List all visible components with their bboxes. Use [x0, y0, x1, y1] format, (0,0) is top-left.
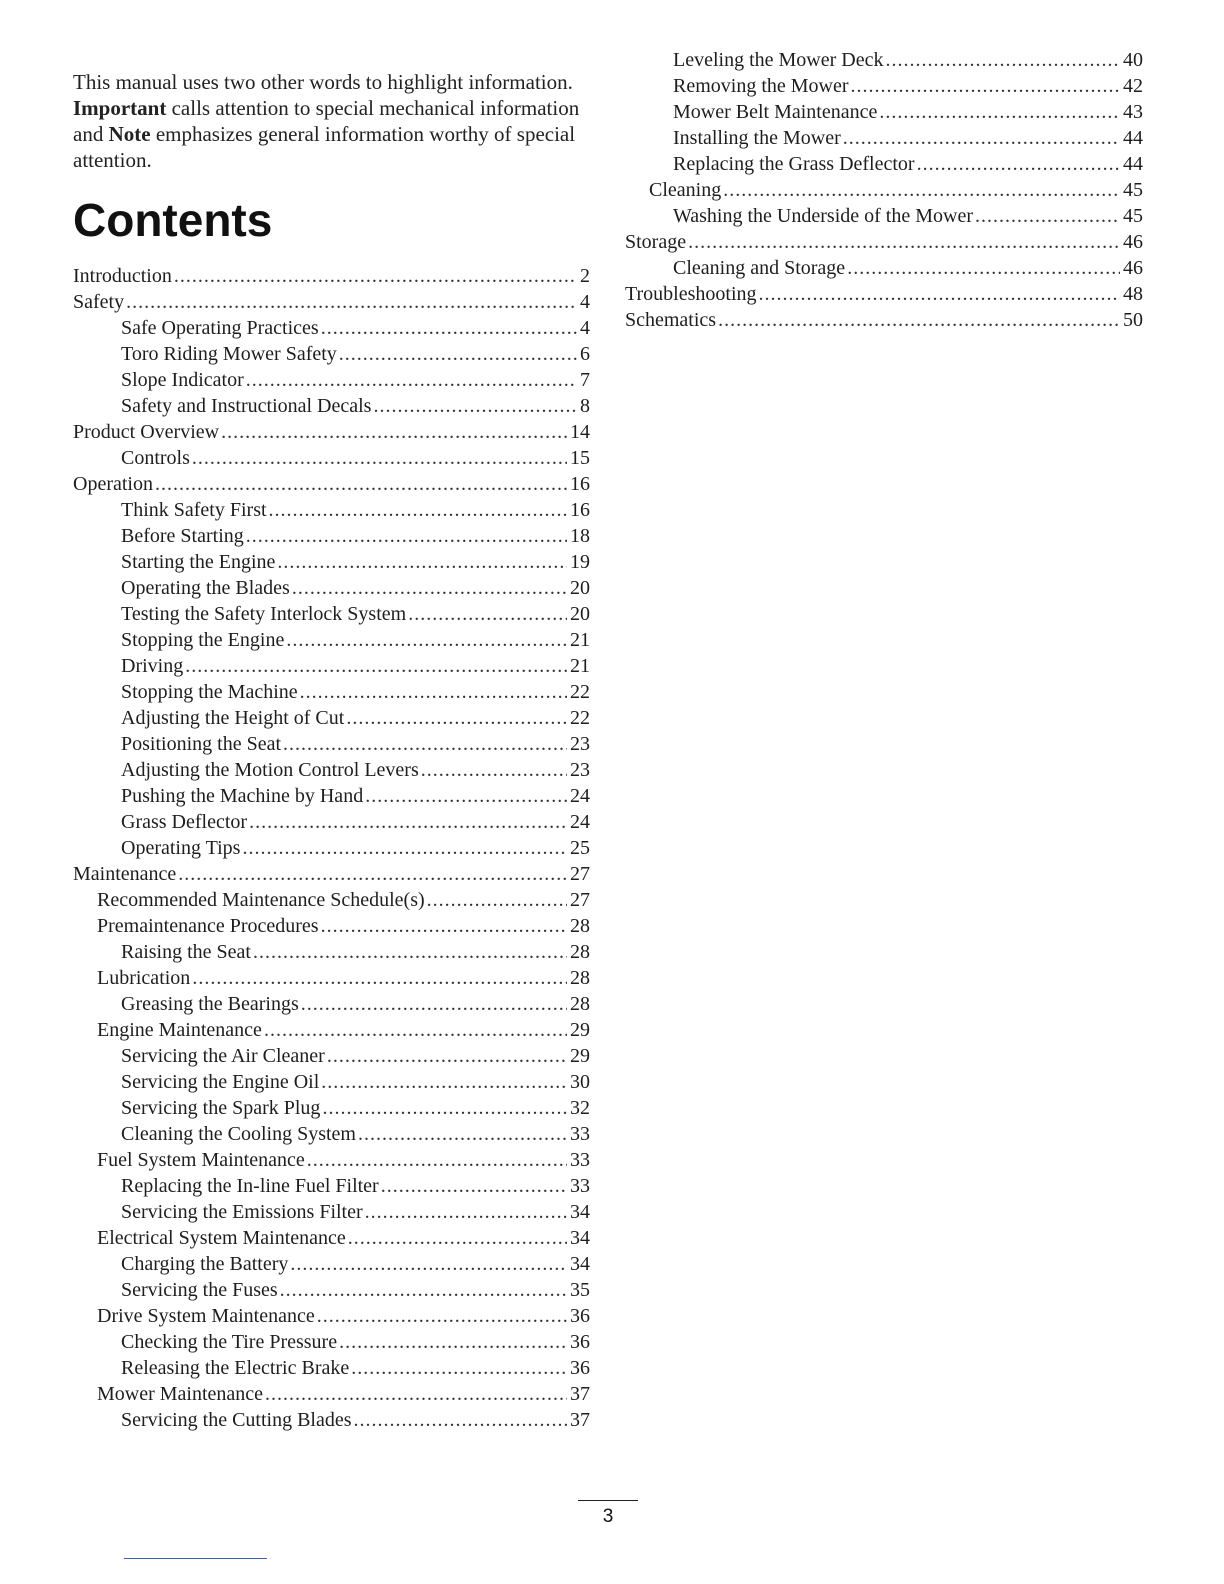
toc-entry-title: Removing the Mower — [673, 75, 849, 97]
toc-entry-page: 34 — [570, 1253, 590, 1275]
toc-dot-leader — [843, 125, 1120, 151]
toc-dot-leader — [265, 1381, 567, 1407]
toc-entry-fuel-system-maintenance[interactable] — [73, 1147, 590, 1173]
toc-entry-page: 48 — [1123, 283, 1143, 305]
toc-entry-grass-deflector[interactable] — [73, 809, 590, 835]
toc-left-column — [73, 263, 590, 1433]
toc-entry-title: Charging the Battery — [121, 1253, 289, 1275]
toc-entry-page: 36 — [570, 1331, 590, 1353]
toc-entry-recommended-maintenance-schedule-s[interactable] — [73, 887, 590, 913]
page-number: 3 — [602, 1506, 614, 1527]
toc-dot-leader — [280, 1277, 567, 1303]
toc-dot-leader — [373, 393, 577, 419]
toc-entry-safety[interactable] — [73, 289, 590, 315]
toc-entry-title: Operation — [73, 473, 153, 495]
toc-entry-page: 37 — [570, 1383, 590, 1405]
toc-entry-title: Leveling the Mower Deck — [673, 49, 884, 71]
toc-entry-page: 28 — [570, 967, 590, 989]
toc-dot-leader — [365, 783, 567, 809]
toc-dot-leader — [688, 229, 1120, 255]
toc-entry-page: 37 — [570, 1409, 590, 1431]
toc-dot-leader — [365, 1199, 567, 1225]
toc-entry-title: Washing the Underside of the Mower — [673, 205, 973, 227]
toc-entry-page: 32 — [570, 1097, 590, 1119]
toc-entry-page: 24 — [570, 785, 590, 807]
toc-dot-leader — [264, 1017, 567, 1043]
toc-dot-leader — [847, 255, 1120, 281]
toc-entry-charging-the-battery[interactable] — [73, 1251, 590, 1277]
toc-entry-page: 45 — [1123, 179, 1143, 201]
toc-entry-premaintenance-procedures[interactable] — [73, 913, 590, 939]
toc-entry-page: 27 — [570, 889, 590, 911]
toc-entry-page: 33 — [570, 1149, 590, 1171]
toc-entry-title: Operating the Blades — [121, 577, 290, 599]
toc-entry-starting-the-engine[interactable] — [73, 549, 590, 575]
toc-entry-title: Storage — [625, 231, 687, 253]
toc-entry-title: Starting the Engine — [121, 551, 276, 573]
toc-entry-adjusting-the-motion-control-levers[interactable] — [73, 757, 590, 783]
toc-entry-title: Cleaning — [649, 179, 722, 201]
toc-dot-leader — [185, 653, 567, 679]
toc-entry-leveling-the-mower-deck[interactable] — [625, 47, 1143, 73]
toc-dot-leader — [917, 151, 1120, 177]
toc-dot-leader — [221, 419, 567, 445]
toc-dot-leader — [718, 307, 1120, 333]
toc-entry-servicing-the-spark-plug[interactable] — [73, 1095, 590, 1121]
toc-entry-title: Toro Riding Mower Safety — [121, 343, 337, 365]
toc-entry-page: 46 — [1123, 231, 1143, 253]
toc-entry-title: Controls — [121, 447, 190, 469]
toc-entry-drive-system-maintenance[interactable] — [73, 1303, 590, 1329]
toc-entry-title: Adjusting the Height of Cut — [121, 707, 345, 729]
toc-entry-page: 21 — [570, 629, 590, 651]
toc-dot-leader — [192, 445, 567, 471]
toc-entry-positioning-the-seat[interactable] — [73, 731, 590, 757]
toc-entry-title: Positioning the Seat — [121, 733, 281, 755]
toc-entry-page: 35 — [570, 1279, 590, 1301]
toc-entry-title: Lubrication — [97, 967, 191, 989]
toc-dot-leader — [126, 289, 577, 315]
toc-dot-leader — [192, 965, 567, 991]
toc-entry-checking-the-tire-pressure[interactable] — [73, 1329, 590, 1355]
toc-entry-page: 34 — [570, 1227, 590, 1249]
toc-entry-title: Product Overview — [73, 421, 220, 443]
toc-entry-page: 43 — [1123, 101, 1143, 123]
toc-entry-title: Greasing the Bearings — [121, 993, 299, 1015]
toc-dot-leader — [174, 263, 577, 289]
toc-entry-page: 14 — [570, 421, 590, 443]
toc-dot-leader — [242, 835, 567, 861]
toc-dot-leader — [269, 497, 567, 523]
toc-entry-title: Premaintenance Procedures — [97, 915, 319, 937]
intro-text-2: calls attention to special mechanical information and — [73, 96, 580, 146]
toc-dot-leader — [249, 809, 567, 835]
toc-entry-introduction[interactable] — [73, 263, 590, 289]
toc-entry-raising-the-seat[interactable] — [73, 939, 590, 965]
toc-entry-page: 20 — [570, 603, 590, 625]
toc-entry-mower-belt-maintenance[interactable] — [625, 99, 1143, 125]
toc-entry-page: 4 — [580, 317, 590, 339]
toc-entry-page: 30 — [570, 1071, 590, 1093]
toc-entry-page: 50 — [1123, 309, 1143, 331]
toc-entry-page: 19 — [570, 551, 590, 573]
toc-entry-greasing-the-bearings[interactable] — [73, 991, 590, 1017]
toc-dot-leader — [339, 1329, 567, 1355]
toc-entry-title: Before Starting — [121, 525, 244, 547]
toc-entry-page: 23 — [570, 759, 590, 781]
toc-entry-title: Driving — [121, 655, 184, 677]
toc-entry-page: 8 — [580, 395, 590, 417]
toc-entry-title: Servicing the Spark Plug — [121, 1097, 321, 1119]
toc-dot-leader — [723, 177, 1120, 203]
toc-entry-servicing-the-emissions-filter[interactable] — [73, 1199, 590, 1225]
toc-dot-leader — [321, 1069, 567, 1095]
toc-dot-leader — [246, 523, 567, 549]
toc-entry-title: Adjusting the Motion Control Levers — [121, 759, 419, 781]
toc-entry-title: Think Safety First — [121, 499, 267, 521]
toc-entry-title: Replacing the In-line Fuel Filter — [121, 1175, 379, 1197]
toc-entry-page: 15 — [570, 447, 590, 469]
toc-entry-title: Testing the Safety Interlock System — [121, 603, 407, 625]
toc-dot-leader — [421, 757, 567, 783]
toc-entry-page: 16 — [570, 473, 590, 495]
toc-dot-leader — [321, 315, 577, 341]
toc-dot-leader — [300, 679, 567, 705]
toc-entry-cleaning-the-cooling-system[interactable] — [73, 1121, 590, 1147]
toc-entry-operating-tips[interactable] — [73, 835, 590, 861]
toc-entry-title: Mower Belt Maintenance — [673, 101, 878, 123]
toc-entry-page: 33 — [570, 1175, 590, 1197]
toc-entry-servicing-the-air-cleaner[interactable] — [73, 1043, 590, 1069]
toc-entry-page: 44 — [1123, 153, 1143, 175]
toc-entry-title: Engine Maintenance — [97, 1019, 262, 1041]
toc-entry-page: 36 — [570, 1357, 590, 1379]
toc-entry-page: 44 — [1123, 127, 1143, 149]
toc-entry-installing-the-mower[interactable] — [625, 125, 1143, 151]
toc-entry-electrical-system-maintenance[interactable] — [73, 1225, 590, 1251]
note-keyword: Note — [108, 122, 151, 146]
toc-dot-leader — [253, 939, 567, 965]
toc-entry-page: 25 — [570, 837, 590, 859]
toc-entry-title: Grass Deflector — [121, 811, 248, 833]
toc-entry-stopping-the-machine[interactable] — [73, 679, 590, 705]
toc-dot-leader — [277, 549, 567, 575]
toc-entry-operation[interactable] — [73, 471, 590, 497]
toc-entry-testing-the-safety-interlock-system[interactable] — [73, 601, 590, 627]
toc-entry-safety-and-instructional-decals[interactable] — [73, 393, 590, 419]
toc-entry-title: Servicing the Cutting Blades — [121, 1409, 352, 1431]
toc-entry-page: 28 — [570, 941, 590, 963]
toc-entry-page: 28 — [570, 993, 590, 1015]
toc-entry-operating-the-blades[interactable] — [73, 575, 590, 601]
toc-entry-page: 40 — [1123, 49, 1143, 71]
toc-entry-page: 22 — [570, 707, 590, 729]
toc-entry-safe-operating-practices[interactable] — [73, 315, 590, 341]
toc-entry-cleaning[interactable] — [625, 177, 1143, 203]
toc-dot-leader — [155, 471, 567, 497]
toc-dot-leader — [317, 1303, 567, 1329]
important-keyword: Important — [73, 96, 167, 120]
toc-entry-pushing-the-machine-by-hand[interactable] — [73, 783, 590, 809]
toc-entry-troubleshooting[interactable] — [625, 281, 1143, 307]
toc-dot-leader — [327, 1043, 567, 1069]
toc-entry-page: 46 — [1123, 257, 1143, 279]
toc-entry-page: 42 — [1123, 75, 1143, 97]
toc-entry-page: 22 — [570, 681, 590, 703]
toc-entry-title: Servicing the Emissions Filter — [121, 1201, 363, 1223]
toc-entry-page: 27 — [570, 863, 590, 885]
toc-entry-page: 23 — [570, 733, 590, 755]
toc-entry-maintenance[interactable] — [73, 861, 590, 887]
toc-entry-title: Safety — [73, 291, 125, 313]
toc-dot-leader — [283, 731, 567, 757]
toc-dot-leader — [427, 887, 567, 913]
toc-entry-stopping-the-engine[interactable] — [73, 627, 590, 653]
toc-dot-leader — [322, 1095, 567, 1121]
toc-entry-title: Slope Indicator — [121, 369, 244, 391]
toc-dot-leader — [290, 1251, 567, 1277]
intro-text-3: emphasizes general information worthy of special attention. — [73, 122, 576, 172]
toc-entry-title: Fuel System Maintenance — [97, 1149, 305, 1171]
toc-entry-driving[interactable] — [73, 653, 590, 679]
toc-entry-washing-the-underside-of-the-mower[interactable] — [625, 203, 1143, 229]
toc-entry-title: Installing the Mower — [673, 127, 841, 149]
toc-dot-leader — [885, 47, 1120, 73]
toc-right-column — [625, 47, 1143, 333]
toc-entry-adjusting-the-height-of-cut[interactable] — [73, 705, 590, 731]
toc-entry-title: Operating Tips — [121, 837, 241, 859]
footer-rule — [578, 1500, 638, 1501]
intro-paragraph — [73, 69, 593, 173]
toc-dot-leader — [975, 203, 1120, 229]
toc-entry-removing-the-mower[interactable] — [625, 73, 1143, 99]
toc-entry-page: 4 — [580, 291, 590, 313]
toc-entry-page: 20 — [570, 577, 590, 599]
toc-entry-title: Schematics — [625, 309, 717, 331]
toc-entry-mower-maintenance[interactable] — [73, 1381, 590, 1407]
toc-entry-engine-maintenance[interactable] — [73, 1017, 590, 1043]
toc-entry-page: 45 — [1123, 205, 1143, 227]
toc-entry-title: Cleaning the Cooling System — [121, 1123, 356, 1145]
toc-entry-page: 33 — [570, 1123, 590, 1145]
toc-dot-leader — [381, 1173, 567, 1199]
toc-entry-page: 18 — [570, 525, 590, 547]
toc-dot-leader — [346, 705, 567, 731]
toc-entry-page: 7 — [580, 369, 590, 391]
toc-dot-leader — [851, 73, 1120, 99]
toc-entry-title: Safety and Instructional Decals — [121, 395, 372, 417]
toc-dot-leader — [307, 1147, 567, 1173]
toc-dot-leader — [178, 861, 567, 887]
toc-dot-leader — [292, 575, 567, 601]
toc-entry-servicing-the-fuses[interactable] — [73, 1277, 590, 1303]
toc-entry-slope-indicator[interactable] — [73, 367, 590, 393]
toc-entry-title: Cleaning and Storage — [673, 257, 846, 279]
toc-dot-leader — [246, 367, 577, 393]
toc-dot-leader — [351, 1355, 567, 1381]
toc-entry-title: Checking the Tire Pressure — [121, 1331, 338, 1353]
toc-entry-releasing-the-electric-brake[interactable] — [73, 1355, 590, 1381]
toc-entry-page: 6 — [580, 343, 590, 365]
toc-entry-title: Servicing the Engine Oil — [121, 1071, 320, 1093]
toc-entry-think-safety-first[interactable] — [73, 497, 590, 523]
toc-entry-title: Mower Maintenance — [97, 1383, 264, 1405]
toc-entry-cleaning-and-storage[interactable] — [625, 255, 1143, 281]
toc-entry-title: Introduction — [73, 265, 172, 287]
toc-entry-title: Stopping the Engine — [121, 629, 285, 651]
toc-dot-leader — [301, 991, 567, 1017]
intro-text-1: This manual uses two other words to highlight information. — [73, 70, 573, 94]
toc-entry-title: Servicing the Fuses — [121, 1279, 278, 1301]
toc-entry-title: Safe Operating Practices — [121, 317, 319, 339]
toc-dot-leader — [879, 99, 1120, 125]
toc-entry-title: Pushing the Machine by Hand — [121, 785, 364, 807]
toc-entry-title: Raising the Seat — [121, 941, 251, 963]
toc-entry-title: Stopping the Machine — [121, 681, 298, 703]
toc-entry-servicing-the-cutting-blades[interactable] — [73, 1407, 590, 1433]
toc-entry-title: Recommended Maintenance Schedule(s) — [97, 889, 425, 911]
toc-dot-leader — [348, 1225, 567, 1251]
toc-dot-leader — [358, 1121, 567, 1147]
toc-entry-title: Troubleshooting — [625, 283, 757, 305]
toc-entry-page: 28 — [570, 915, 590, 937]
toc-entry-title: Electrical System Maintenance — [97, 1227, 346, 1249]
toc-entry-page: 16 — [570, 499, 590, 521]
toc-dot-leader — [408, 601, 567, 627]
toc-entry-lubrication[interactable] — [73, 965, 590, 991]
toc-entry-page: 21 — [570, 655, 590, 677]
toc-entry-toro-riding-mower-safety[interactable] — [73, 341, 590, 367]
toc-entry-title: Replacing the Grass Deflector — [673, 153, 915, 175]
toc-dot-leader — [759, 281, 1120, 307]
contents-heading: Contents — [73, 194, 273, 246]
toc-entry-page: 2 — [580, 265, 590, 287]
toc-entry-title: Drive System Maintenance — [97, 1305, 315, 1327]
toc-entry-storage[interactable] — [625, 229, 1143, 255]
toc-entry-page: 29 — [570, 1045, 590, 1067]
toc-entry-before-starting[interactable] — [73, 523, 590, 549]
footnote-rule — [124, 1558, 267, 1559]
toc-entry-schematics[interactable] — [625, 307, 1143, 333]
toc-dot-leader — [354, 1407, 567, 1433]
toc-entry-controls[interactable] — [73, 445, 590, 471]
toc-entry-servicing-the-engine-oil[interactable] — [73, 1069, 590, 1095]
toc-entry-product-overview[interactable] — [73, 419, 590, 445]
toc-entry-replacing-the-in-line-fuel-filter[interactable] — [73, 1173, 590, 1199]
toc-entry-page: 36 — [570, 1305, 590, 1327]
toc-entry-page: 24 — [570, 811, 590, 833]
toc-entry-page: 29 — [570, 1019, 590, 1041]
toc-dot-leader — [286, 627, 567, 653]
toc-entry-title: Releasing the Electric Brake — [121, 1357, 350, 1379]
toc-entry-page: 34 — [570, 1201, 590, 1223]
toc-entry-replacing-the-grass-deflector[interactable] — [625, 151, 1143, 177]
toc-entry-title: Servicing the Air Cleaner — [121, 1045, 325, 1067]
toc-dot-leader — [321, 913, 567, 939]
toc-dot-leader — [339, 341, 577, 367]
toc-entry-title: Maintenance — [73, 863, 177, 885]
